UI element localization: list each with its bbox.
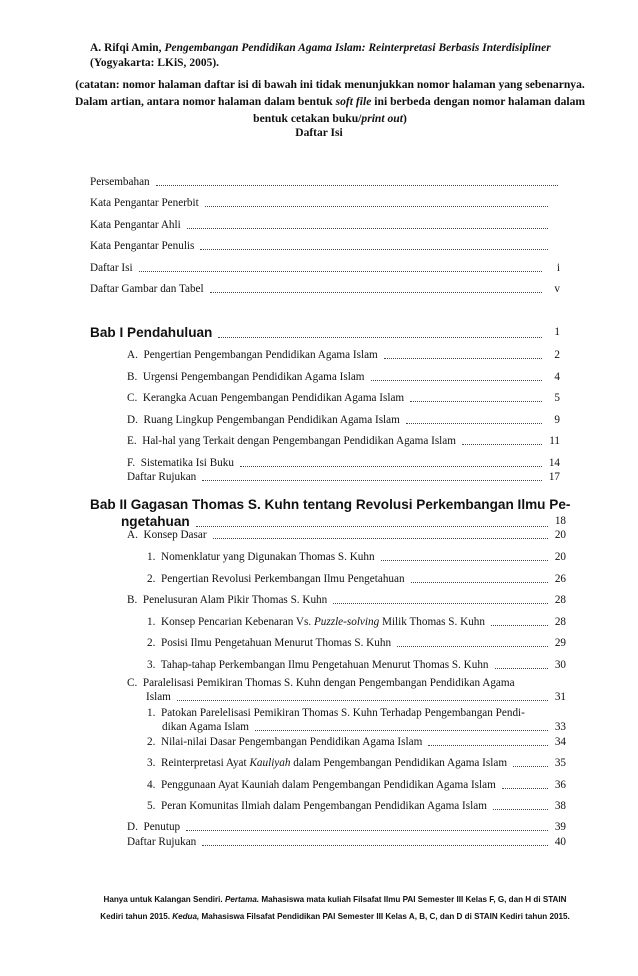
section-number: D.	[127, 821, 138, 833]
dot-leader	[202, 837, 548, 846]
dot-leader	[240, 458, 542, 467]
rujukan-page: 17	[548, 471, 560, 483]
item-label: Posisi Ilmu Pengetahuan Menurut Thomas S. Kuhn	[160, 637, 392, 649]
item-number: 1.	[147, 616, 156, 628]
toc-entry-daftar-isi	[90, 261, 560, 275]
chapter-title: Bab I Pendahuluan	[90, 325, 213, 340]
footer-text-2b: Mahasiswa Filsafat Pendidikan PAI Semester III Kelas A, B, C, dan D di STAIN Kediri tahun 2015.	[201, 912, 570, 921]
note-soft-file: soft file	[335, 95, 372, 108]
dot-leader	[495, 660, 548, 669]
author: A. Rifqi Amin,	[90, 42, 162, 54]
item-number: 2.	[147, 573, 156, 585]
note-text-2: ini berbeda dengan nomor halaman dalam bentuk cetakan buku/	[253, 95, 586, 125]
footer-text-1b: Mahasiswa mata kuliah Filsafat Ilmu PAI Semester III Kelas F, G, dan H di STAIN	[261, 895, 567, 904]
section-2b	[127, 593, 566, 607]
section-1e	[127, 434, 560, 448]
item-2c2	[147, 735, 566, 749]
dot-leader	[205, 198, 548, 207]
chapter-page: 18	[554, 515, 566, 527]
dot-leader	[411, 574, 548, 583]
publisher: (Yogyakarta: LKiS, 2005).	[90, 57, 220, 69]
section-page: 4	[554, 371, 560, 383]
item-number: 3.	[147, 757, 156, 769]
item-page: 38	[554, 800, 566, 812]
dot-leader	[502, 780, 548, 789]
dot-leader	[218, 329, 542, 338]
dot-leader	[177, 692, 548, 701]
section-label: Penutup	[143, 821, 181, 833]
section-page: 11	[549, 435, 560, 447]
section-page: 2	[554, 349, 560, 361]
item-2b2	[147, 636, 566, 650]
footer-text-1i: Pertama.	[224, 895, 260, 904]
dot-leader	[187, 220, 548, 229]
rujukan-page: 40	[554, 836, 566, 848]
toc-entry-daftar-gambar	[90, 282, 560, 296]
item-2a1	[147, 550, 566, 564]
section-1a	[127, 348, 560, 362]
chapter-1-heading	[90, 324, 560, 341]
dot-leader	[139, 263, 542, 272]
footer-text-2a: Kediri tahun 2015.	[100, 912, 170, 921]
item-label-b: dalam Pengembangan Pendidikan Agama Islam	[293, 757, 508, 769]
item-page: 33	[554, 721, 566, 733]
item-label: Nomenklatur yang Digunakan Thomas S. Kuhn	[160, 551, 375, 563]
chapter-2-rujukan	[127, 835, 566, 849]
dot-leader	[371, 372, 543, 381]
section-label: Konsep Dasar	[143, 529, 207, 541]
item-number: 4.	[147, 779, 156, 791]
dot-leader	[384, 350, 542, 359]
section-number: A.	[127, 349, 138, 361]
section-1c	[127, 391, 560, 405]
item-page: 26	[554, 573, 566, 585]
page-footer	[70, 891, 600, 925]
toc-entry-kata-pengantar-ahli	[90, 218, 548, 232]
toc-entry-persembahan	[90, 175, 558, 189]
item-label: Pengertian Revolusi Perkembangan Ilmu Pengetahuan	[160, 573, 405, 585]
footer-text-2i: Kedua,	[172, 912, 200, 921]
dot-leader	[156, 177, 558, 186]
item-2a2	[147, 572, 566, 586]
dot-leader	[406, 415, 542, 424]
toc-entry-label: Persembahan	[90, 176, 150, 188]
section-1b	[127, 370, 560, 384]
item-label-italic: Puzzle-solving	[313, 616, 380, 628]
item-number: 2.	[147, 736, 156, 748]
item-number: 3.	[147, 659, 156, 671]
item-page: 36	[554, 779, 566, 791]
footer-text-1a: Hanya untuk Kalangan Sendiri.	[103, 895, 223, 904]
section-label: Hal-hal yang Terkait dengan Pengembangan Pendidikan Agama Islam	[142, 435, 456, 447]
dot-leader	[210, 284, 542, 293]
item-label: Nilai-nilai Dasar Pengembangan Pendidikan Agama Islam	[160, 736, 423, 748]
section-label: Kerangka Acuan Pengembangan Pendidikan Agama Islam	[142, 392, 405, 404]
section-2c-line2	[146, 690, 566, 704]
dot-leader	[381, 552, 548, 561]
item-2c5	[147, 799, 566, 813]
item-2c4	[147, 778, 566, 792]
section-label-cont: Islam	[146, 691, 171, 703]
section-label: Ruang Lingkup Pengembangan Pendidikan Agama Islam	[143, 414, 400, 426]
section-label: Penelusuran Alam Pikir Thomas S. Kuhn	[142, 594, 328, 606]
toc-entry-kata-pengantar-penulis	[90, 239, 548, 253]
dot-leader	[196, 518, 548, 527]
section-2d	[127, 820, 566, 834]
dot-leader	[462, 436, 542, 445]
section-number: E.	[127, 435, 137, 447]
section-number: B.	[127, 594, 138, 606]
item-number: 1.	[147, 707, 156, 719]
note-print-out: print out	[361, 112, 403, 125]
section-number: F.	[127, 457, 136, 469]
dot-leader	[428, 737, 548, 746]
book-citation	[90, 41, 598, 71]
page-number-note	[60, 76, 600, 127]
item-label: Tahap-tahap Perkembangan Ilmu Pengetahuan Menurut Thomas S. Kuhn	[160, 659, 489, 671]
item-page: 29	[554, 637, 566, 649]
dot-leader	[186, 822, 548, 831]
item-page: 34	[554, 736, 566, 748]
item-2c1-line2	[162, 720, 566, 734]
toc-entry-page: i	[556, 262, 560, 274]
toc-entry-label: Kata Pengantar Penerbit	[90, 197, 199, 209]
item-label: Penggunaan Ayat Kauniah dalam Pengembangan Pendidikan Agama Islam	[160, 779, 496, 791]
chapter-page: 1	[554, 326, 560, 338]
item-number: 2.	[147, 637, 156, 649]
item-2b1	[147, 615, 566, 629]
chapter-1-rujukan	[127, 470, 560, 484]
chapter-2-heading-line1: Bab II Gagasan Thomas S. Kuhn tentang Revolusi Perkembangan Ilmu Pe-	[90, 497, 571, 512]
section-page: 9	[554, 414, 560, 426]
rujukan-label: Daftar Rujukan	[127, 836, 197, 848]
dot-leader	[200, 241, 548, 250]
item-label: Patokan Parelelisasi Pemikiran Thomas S. Kuhn Terhadap Pengembangan Pendi-	[160, 707, 525, 719]
section-page: 20	[554, 529, 566, 541]
rujukan-label: Daftar Rujukan	[127, 471, 197, 483]
section-page: 28	[554, 594, 566, 606]
section-page: 31	[554, 691, 566, 703]
item-label-italic: Kauliyah	[249, 757, 291, 769]
dot-leader	[333, 595, 548, 604]
toc-entry-page: v	[554, 283, 560, 295]
note-text-1: (catatan: nomor halaman daftar isi di bawah ini tidak menunjukkan nomor halaman yang sebenarnya. Dalam artian, antara nomor halaman dalam bentuk	[74, 78, 585, 108]
dot-leader	[213, 530, 548, 539]
section-1f	[127, 456, 560, 470]
toc-title: Daftar Isi	[295, 127, 343, 139]
section-2c-line1	[127, 676, 515, 690]
toc-entry-label: Daftar Isi	[90, 262, 133, 274]
section-page: 14	[548, 457, 560, 469]
section-page: 39	[554, 821, 566, 833]
item-label-a: Konsep Pencarian Kebenaran Vs.	[160, 616, 312, 628]
toc-entry-label: Kata Pengantar Penulis	[90, 240, 195, 252]
section-number: A.	[127, 529, 138, 541]
section-label: Sistematika Isi Buku	[140, 457, 234, 469]
item-number: 1.	[147, 551, 156, 563]
item-2c1-line1	[147, 706, 525, 720]
dot-leader	[397, 638, 548, 647]
item-page: 30	[554, 659, 566, 671]
section-number: B.	[127, 371, 138, 383]
section-label: Urgensi Pengembangan Pendidikan Agama Islam	[142, 371, 365, 383]
toc-entry-kata-pengantar-penerbit	[90, 196, 548, 210]
item-label-cont: dikan Agama Islam	[162, 721, 249, 733]
dot-leader	[202, 472, 542, 481]
dot-leader	[410, 393, 542, 402]
section-label: Pengertian Pengembangan Pendidikan Agama Islam	[143, 349, 378, 361]
toc-entry-label: Kata Pengantar Ahli	[90, 219, 181, 231]
item-page: 28	[554, 616, 566, 628]
section-number: D.	[127, 414, 138, 426]
item-2c3	[147, 756, 566, 770]
item-2b3	[147, 658, 566, 672]
dot-leader	[493, 801, 548, 810]
section-number: C.	[127, 677, 138, 689]
section-label: Paralelisasi Pemikiran Thomas S. Kuhn dengan Pengembangan Pendidikan Agama	[142, 677, 515, 689]
book-title: Pengembangan Pendidikan Agama Islam: Reinterpretasi Berbasis Interdisipliner	[164, 42, 551, 54]
item-page: 35	[554, 757, 566, 769]
item-label: Peran Komunitas Ilmiah dalam Pengembangan Pendidikan Agama Islam	[160, 800, 487, 812]
section-page: 5	[554, 392, 560, 404]
dot-leader	[491, 617, 548, 626]
section-2a	[127, 528, 566, 542]
item-label-a: Reinterpretasi Ayat	[160, 757, 247, 769]
chapter-title-cont: ngetahuan	[121, 514, 190, 529]
item-page: 20	[554, 551, 566, 563]
toc-entry-label: Daftar Gambar dan Tabel	[90, 283, 204, 295]
note-close: )	[402, 112, 407, 125]
dot-leader	[255, 722, 548, 731]
section-1d	[127, 413, 560, 427]
section-number: C.	[127, 392, 138, 404]
item-number: 5.	[147, 800, 156, 812]
dot-leader	[513, 758, 548, 767]
item-label-b: Milik Thomas S. Kuhn	[382, 616, 485, 628]
